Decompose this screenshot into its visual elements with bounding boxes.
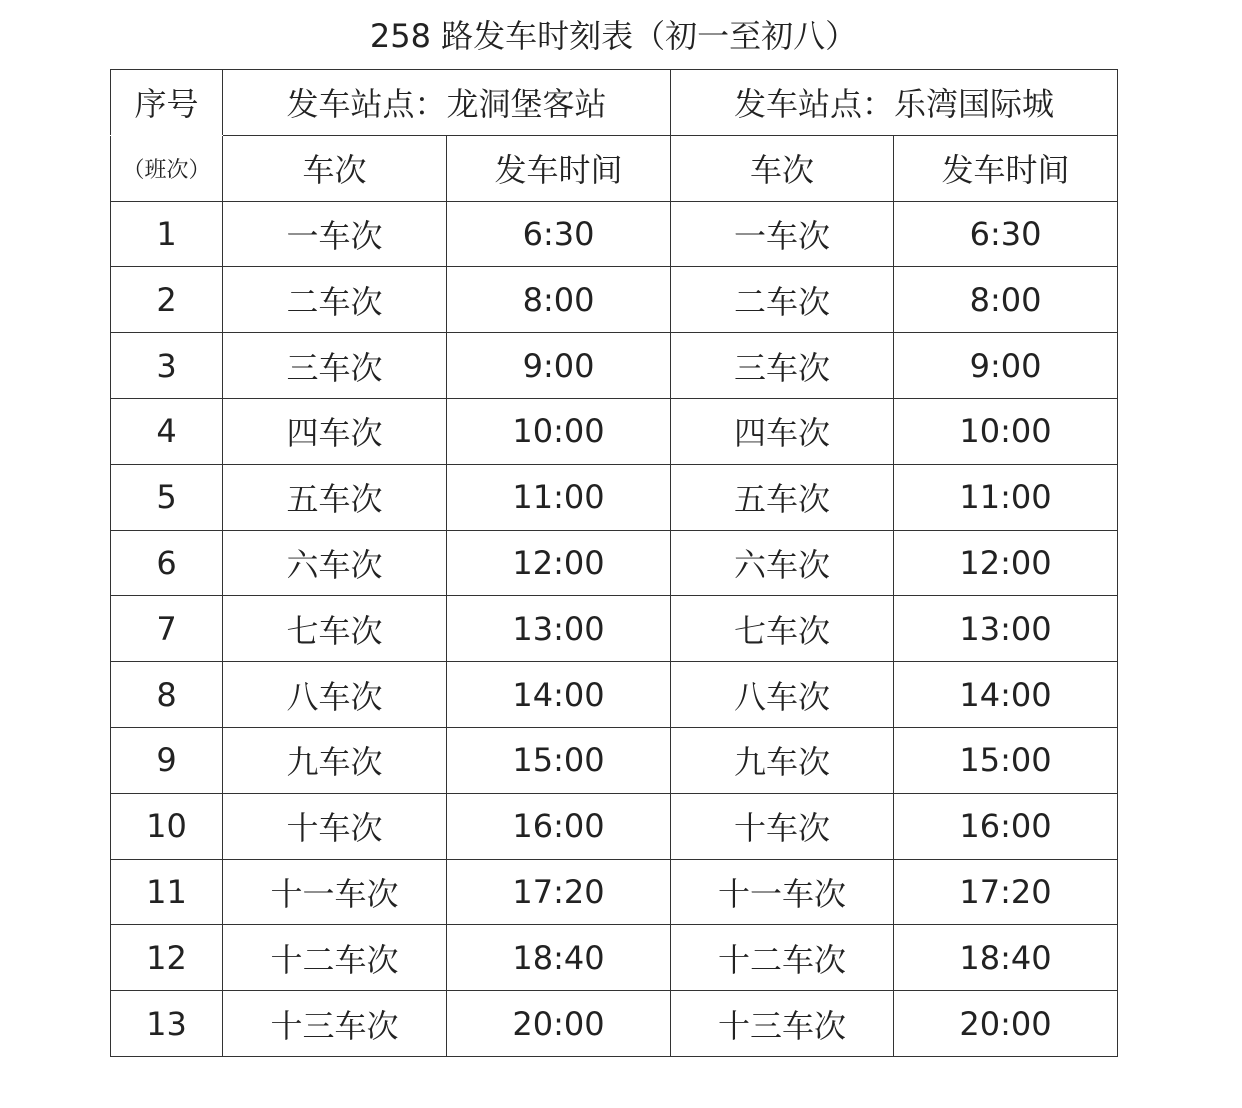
- departure-time-a-cell: 9:00: [447, 333, 671, 399]
- trip-a-cell: 一车次: [223, 201, 447, 267]
- time-header-a: 发车时间: [447, 135, 671, 201]
- trip-header-b: 车次: [671, 135, 894, 201]
- row-number: 7: [111, 596, 223, 662]
- row-number: 13: [111, 991, 223, 1057]
- row-number: 3: [111, 333, 223, 399]
- index-header: 序号: [111, 70, 223, 136]
- row-number: 10: [111, 793, 223, 859]
- departure-time-b-cell: 10:00: [894, 398, 1118, 464]
- trip-b-cell: 八车次: [671, 662, 894, 728]
- trip-b-cell: 四车次: [671, 398, 894, 464]
- departure-time-b-cell: 12:00: [894, 530, 1118, 596]
- page-title: 258 路发车时刻表（初一至初八）: [369, 17, 858, 55]
- table-row: [111, 596, 1118, 662]
- departure-time-a-cell: 16:00: [447, 793, 671, 859]
- trip-a-cell: 六车次: [223, 530, 447, 596]
- trip-header-a: 车次: [223, 135, 447, 201]
- row-number: 2: [111, 267, 223, 333]
- row-number: 11: [111, 859, 223, 925]
- trip-a-cell: 五车次: [223, 464, 447, 530]
- trip-b-cell: 七车次: [671, 596, 894, 662]
- table-row: [111, 464, 1118, 530]
- table-row: [111, 859, 1118, 925]
- departure-time-a-cell: 20:00: [447, 991, 671, 1057]
- trip-b-cell: 十车次: [671, 793, 894, 859]
- trip-b-cell: 十三车次: [671, 991, 894, 1057]
- departure-time-a-cell: 14:00: [447, 662, 671, 728]
- departure-time-b-cell: 13:00: [894, 596, 1118, 662]
- station-a-header: 发车站点：龙洞堡客站: [223, 70, 671, 136]
- trip-b-cell: 十一车次: [671, 859, 894, 925]
- row-number: 6: [111, 530, 223, 596]
- trip-a-cell: 十二车次: [223, 925, 447, 991]
- trip-a-cell: 十一车次: [223, 859, 447, 925]
- departure-time-a-cell: 11:00: [447, 464, 671, 530]
- departure-time-a-cell: 13:00: [447, 596, 671, 662]
- departure-time-b-cell: 6:30: [894, 201, 1118, 267]
- table-row: [111, 398, 1118, 464]
- departure-time-b-cell: 15:00: [894, 727, 1118, 793]
- departure-time-b-cell: 9:00: [894, 333, 1118, 399]
- departure-time-a-cell: 10:00: [447, 398, 671, 464]
- departure-time-b-cell: 8:00: [894, 267, 1118, 333]
- departure-time-b-cell: 20:00: [894, 991, 1118, 1057]
- index-subheader: （班次）: [111, 135, 223, 201]
- table-row: [111, 662, 1118, 728]
- trip-b-cell: 六车次: [671, 530, 894, 596]
- trip-a-cell: 七车次: [223, 596, 447, 662]
- row-number: 1: [111, 201, 223, 267]
- trip-a-cell: 十三车次: [223, 991, 447, 1057]
- time-header-b: 发车时间: [894, 135, 1118, 201]
- table-row: [111, 201, 1118, 267]
- table-row: [111, 991, 1118, 1057]
- trip-b-cell: 十二车次: [671, 925, 894, 991]
- departure-time-a-cell: 18:40: [447, 925, 671, 991]
- trip-a-cell: 二车次: [223, 267, 447, 333]
- schedule-table: [110, 69, 1118, 1057]
- table-row: [111, 333, 1118, 399]
- trip-b-cell: 一车次: [671, 201, 894, 267]
- trip-a-cell: 四车次: [223, 398, 447, 464]
- station-b-header: 发车站点：乐湾国际城: [671, 70, 1118, 136]
- row-number: 5: [111, 464, 223, 530]
- row-number: 9: [111, 727, 223, 793]
- trip-b-cell: 三车次: [671, 333, 894, 399]
- trip-b-cell: 二车次: [671, 267, 894, 333]
- table-row: [111, 727, 1118, 793]
- departure-time-a-cell: 15:00: [447, 727, 671, 793]
- departure-time-b-cell: 16:00: [894, 793, 1118, 859]
- trip-a-cell: 九车次: [223, 727, 447, 793]
- table-row: [111, 925, 1118, 991]
- table-row: [111, 530, 1118, 596]
- departure-time-a-cell: 8:00: [447, 267, 671, 333]
- trip-a-cell: 十车次: [223, 793, 447, 859]
- table-row: [111, 267, 1118, 333]
- table-row: [111, 793, 1118, 859]
- trip-a-cell: 八车次: [223, 662, 447, 728]
- trip-a-cell: 三车次: [223, 333, 447, 399]
- row-number: 8: [111, 662, 223, 728]
- departure-time-a-cell: 17:20: [447, 859, 671, 925]
- table-header-row: [111, 70, 1118, 136]
- row-number: 12: [111, 925, 223, 991]
- departure-time-b-cell: 17:20: [894, 859, 1118, 925]
- trip-b-cell: 九车次: [671, 727, 894, 793]
- trip-b-cell: 五车次: [671, 464, 894, 530]
- departure-time-b-cell: 11:00: [894, 464, 1118, 530]
- departure-time-b-cell: 14:00: [894, 662, 1118, 728]
- departure-time-b-cell: 18:40: [894, 925, 1118, 991]
- departure-time-a-cell: 6:30: [447, 201, 671, 267]
- table-subheader-row: [111, 135, 1118, 201]
- departure-time-a-cell: 12:00: [447, 530, 671, 596]
- row-number: 4: [111, 398, 223, 464]
